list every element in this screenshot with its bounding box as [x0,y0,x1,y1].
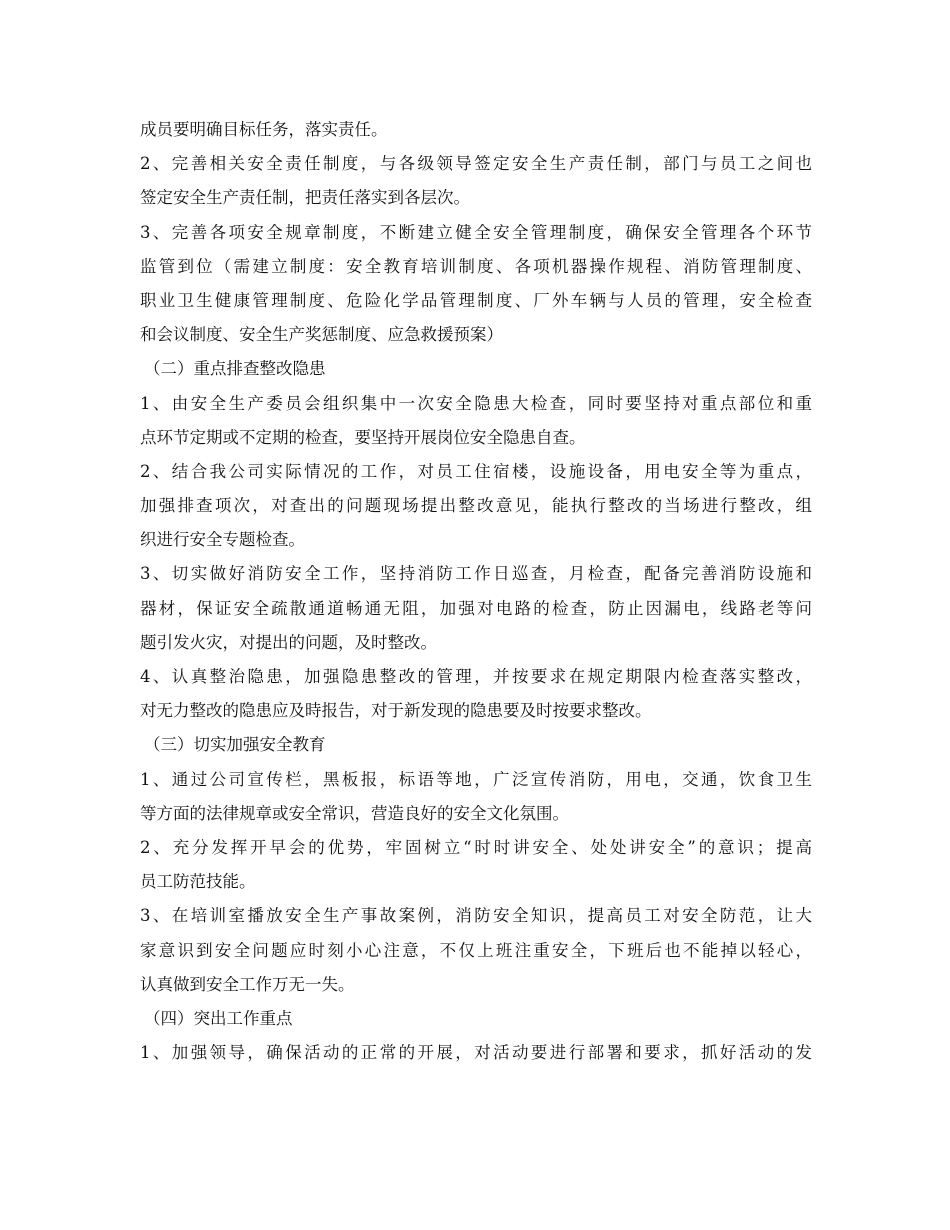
text-line: 题引发火灾，对提出的问题，及时整改。 [140,632,437,652]
text-line: 织进行安全专题检查。 [140,530,305,550]
text-line: 3、在培训室播放安全生产事故案例，消防安全知识，提高员工对安全防范，让大 [140,906,812,926]
text-line: 签定安全生产责任制，把责任落实到各层次。 [140,188,470,208]
text-line: 2、充分发挥开早会的优势，牢固树立“时时讲安全、处处讲安全”的意识；提高 [140,837,812,857]
text-line: 家意识到安全问题应时刻小心注意，不仅上班注重安全，下班后也不能掉以轻心， [140,940,812,960]
text-line: 和会议制度、安全生产奖惩制度、应急救援预案） [140,325,503,345]
text-line: 对无力整改的隐患应及時报告，对于新发现的隐患要及时按要求整改。 [140,701,652,721]
text-line: 监管到位（需建立制度：安全教育培训制度、各项机器操作规程、消防管理制度、 [140,256,812,276]
text-line: 1、通过公司宣传栏，黑板报，标语等地，广泛宣传消防，用电，交通，饮食卫生 [140,769,812,789]
text-line: 加强排查项次，对查出的问题现场提出整改意见，能执行整改的当场进行整改，组 [140,496,812,516]
text-line: 2、完善相关安全责任制度，与各级领导签定安全生产责任制，部门与员工之间也 [140,154,812,174]
text-line: 2、结合我公司实际情况的工作，对员工住宿楼，设施设备，用电安全等为重点， [140,461,812,481]
text-line: 等方面的法律规章或安全常识，营造良好的安全文化氛围。 [140,803,569,823]
text-line: 员工防范技能。 [140,872,256,892]
section-heading: （二）重点排查整改隐患 [144,359,326,379]
text-line: 4、认真整治隐患，加强隐患整改的管理，并按要求在规定期限内检查落实整改， [140,667,812,686]
text-line: 器材，保证安全疏散通道畅通无阻，加强对电路的检查，防止因漏电，线路老等问 [140,598,812,618]
text-line: 1、由安全生产委员会组织集中一次安全隐患大检查，同时要坚持对重点部位和重 [140,393,812,413]
text-line: 认真做到安全工作万无一失。 [140,974,355,994]
section-heading: （三）切实加强安全教育 [144,735,326,755]
text-line: 1、加强领导，确保活动的正常的开展，对活动要进行部署和要求，抓好活动的发 [140,1043,812,1063]
text-line: 点环节定期或不定期的检查，要坚持开展岗位安全隐患自查。 [140,427,586,447]
section-heading: （四）突出工作重点 [144,1008,293,1028]
text-line: 3、完善各项安全规章制度，不断建立健全安全管理制度，确保安全管理各个环节 [140,222,812,242]
document-body [140,113,812,1070]
text-line: 职业卫生健康管理制度、危险化学品管理制度、厂外车辆与人员的管理，安全检查 [140,290,812,310]
text-line: 3、切实做好消防安全工作，坚持消防工作日巡查，月检查，配备完善消防设施和 [140,564,812,584]
text-line: 成员要明确目标任务，落实责任。 [140,120,388,139]
